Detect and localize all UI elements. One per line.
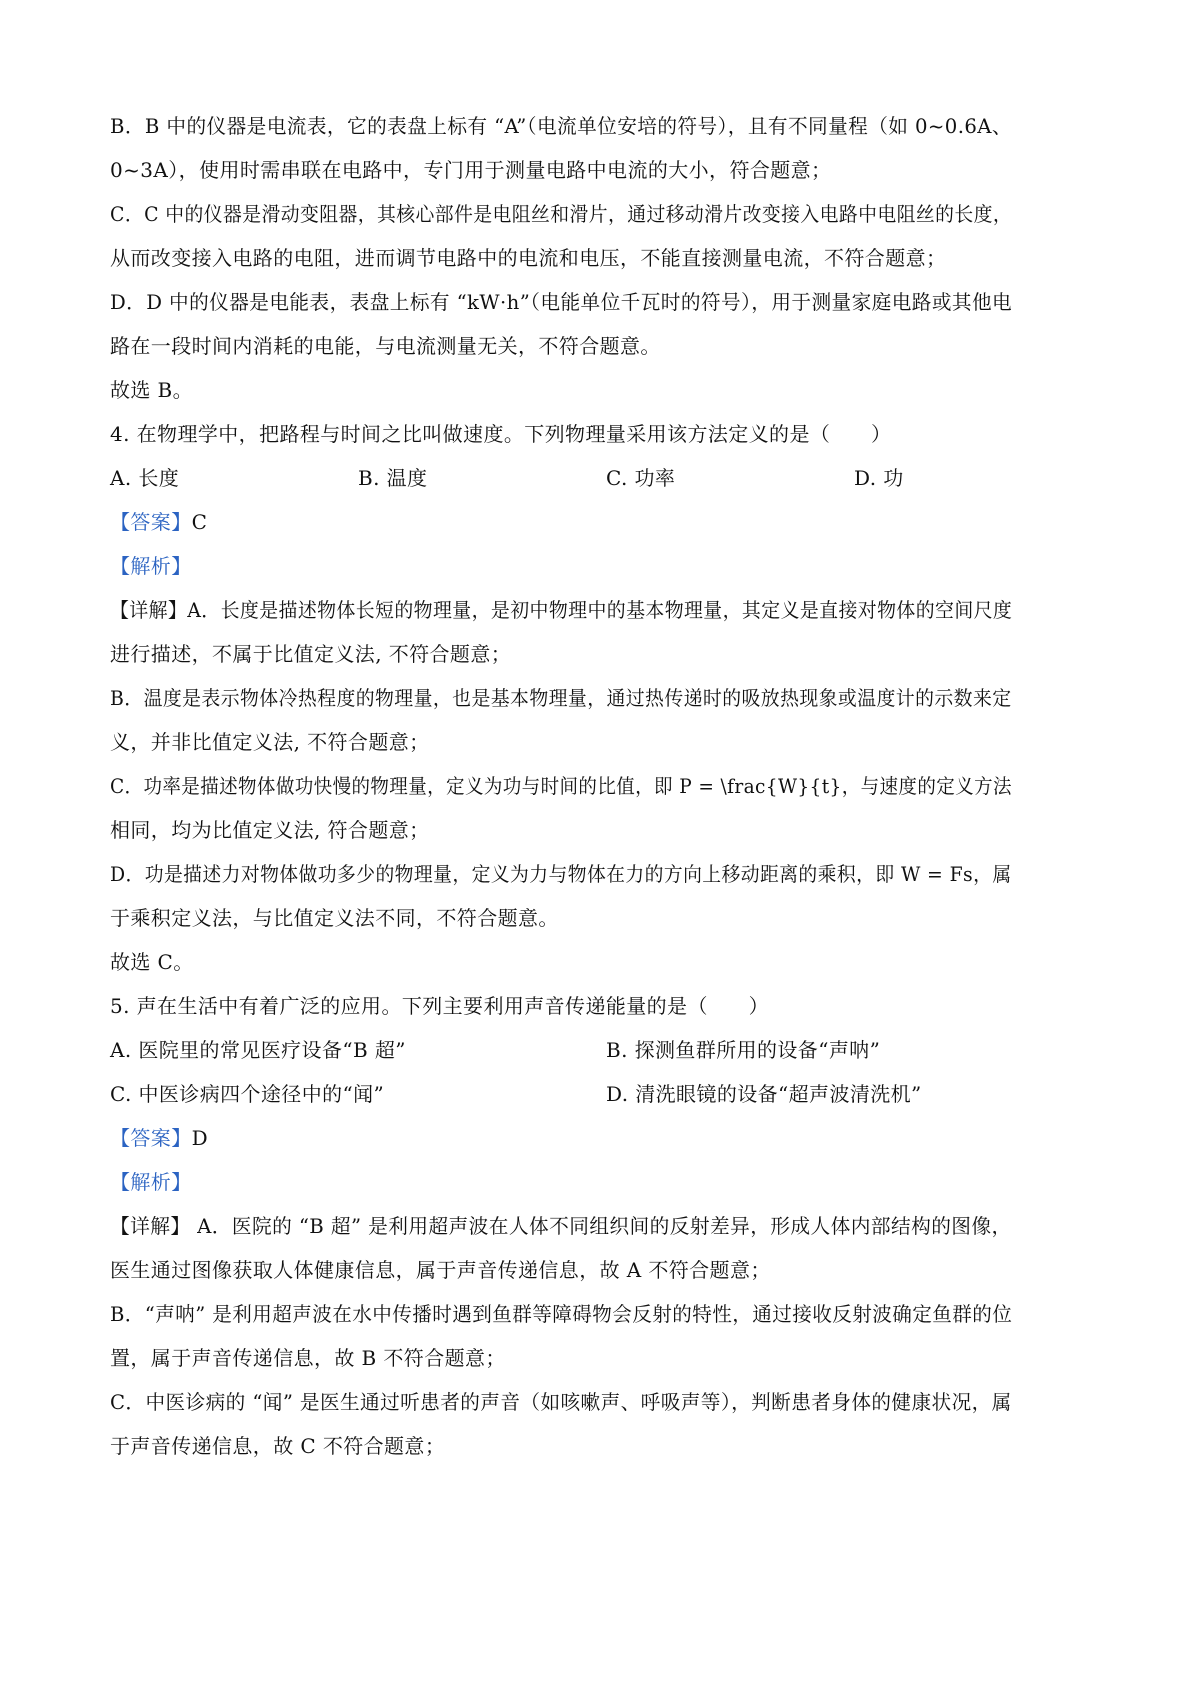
text-line: 于乘积定义法，与比值定义法不同，不符合题意。: [110, 906, 559, 930]
q5-option-c: C. 中医诊病四个途径中的“闻”: [110, 1082, 385, 1106]
text-line: B．B 中的仪器是电流表，它的表盘上标有 “A”（电流单位安培的符号），且有不同量程（如 0~0.6A、: [110, 114, 1012, 138]
text-line: 置，属于声音传递信息，故 B 不符合题意；: [110, 1346, 506, 1370]
text-line: B．温度是表示物体冷热程度的物理量，也是基本物理量，通过热传递时的吸放热现象或温度计的示数来定: [110, 686, 1012, 710]
text-line: 【详解】 A．医院的 “B 超” 是利用超声波在人体不同组织间的反射差异，形成人体内部结构的图像，: [110, 1214, 1012, 1238]
answer-tag: 【答案】: [110, 510, 192, 534]
q5-option-d: D. 清洗眼镜的设备“超声波清洗机”: [606, 1082, 922, 1106]
text-line: 于声音传递信息，故 C 不符合题意；: [110, 1434, 446, 1458]
answer-value: C: [191, 510, 208, 534]
q4-option-a: A. 长度: [110, 466, 180, 490]
text-line: 从而改变接入电路的电阻，进而调节电路中的电流和电压，不能直接测量电流，不符合题意；: [110, 246, 947, 270]
text-line: B．“声呐” 是利用超声波在水中传播时遇到鱼群等障碍物会反射的特性，通过接收反射波确定鱼群的位: [110, 1302, 1013, 1326]
q5-analysis-line: [110, 1169, 192, 1195]
conclusion-line: 故选 C。: [110, 950, 194, 974]
text-line: 医生通过图像获取人体健康信息，属于声音传递信息，故 A 不符合题意；: [110, 1258, 771, 1282]
text-line: 进行描述，不属于比值定义法, 不符合题意；: [110, 642, 512, 666]
analysis-tag: 【解析】: [110, 554, 192, 578]
q4-analysis-line: [110, 553, 192, 579]
q4-option-b: B. 温度: [358, 466, 428, 490]
q5-option-a: A. 医院里的常见医疗设备“B 超”: [110, 1038, 406, 1062]
text-line: D．D 中的仪器是电能表，表盘上标有 “kW·h”（电能单位千瓦时的符号），用于测量家庭电路或其他电: [110, 290, 1013, 314]
answer-value: D: [191, 1126, 209, 1150]
q5-option-b: B. 探测鱼群所用的设备“声呐”: [606, 1038, 881, 1062]
text-line: C．C 中的仪器是滑动变阻器，其核心部件是电阻丝和滑片，通过移动滑片改变接入电路中电阻丝的长度，: [110, 202, 1013, 226]
conclusion-line: 故选 B。: [110, 378, 194, 402]
text-line: D．功是描述力对物体做功多少的物理量，定义为力与物体在力的方向上移动距离的乘积，即 W = Fs，属: [110, 862, 1012, 886]
analysis-tag: 【解析】: [110, 1170, 192, 1194]
text-line: 【详解】A．长度是描述物体长短的物理量，是初中物理中的基本物理量，其定义是直接对物体的空间尺度: [110, 598, 1013, 622]
text-line: C．中医诊病的 “闻” 是医生通过听患者的声音（如咳嗽声、呼吸声等），判断患者身体的健康状况，属: [110, 1390, 1012, 1414]
text-line: C．功率是描述物体做功快慢的物理量，定义为功与时间的比值，即 P = \frac{W}{t}，与速度的定义方法: [110, 774, 1012, 798]
text-line: 0~3A），使用时需串联在电路中，专门用于测量电路中电流的大小，符合题意；: [110, 158, 832, 182]
text-line: 路在一段时间内消耗的电能，与电流测量无关，不符合题意。: [110, 334, 661, 358]
q4-option-d: D. 功: [854, 466, 904, 490]
question-4-stem: 4. 在物理学中，把路程与时间之比叫做速度。下列物理量采用该方法定义的是（ ）: [110, 422, 892, 446]
q4-answer-line: [110, 509, 207, 535]
answer-tag: 【答案】: [110, 1126, 192, 1150]
q5-answer-line: [110, 1125, 208, 1151]
text-line: 相同，均为比值定义法, 符合题意；: [110, 818, 430, 842]
text-line: 义，并非比值定义法, 不符合题意；: [110, 730, 430, 754]
q4-option-c: C. 功率: [606, 466, 676, 490]
question-5-stem: 5. 声在生活中有着广泛的应用。下列主要利用声音传递能量的是（ ）: [110, 994, 770, 1018]
